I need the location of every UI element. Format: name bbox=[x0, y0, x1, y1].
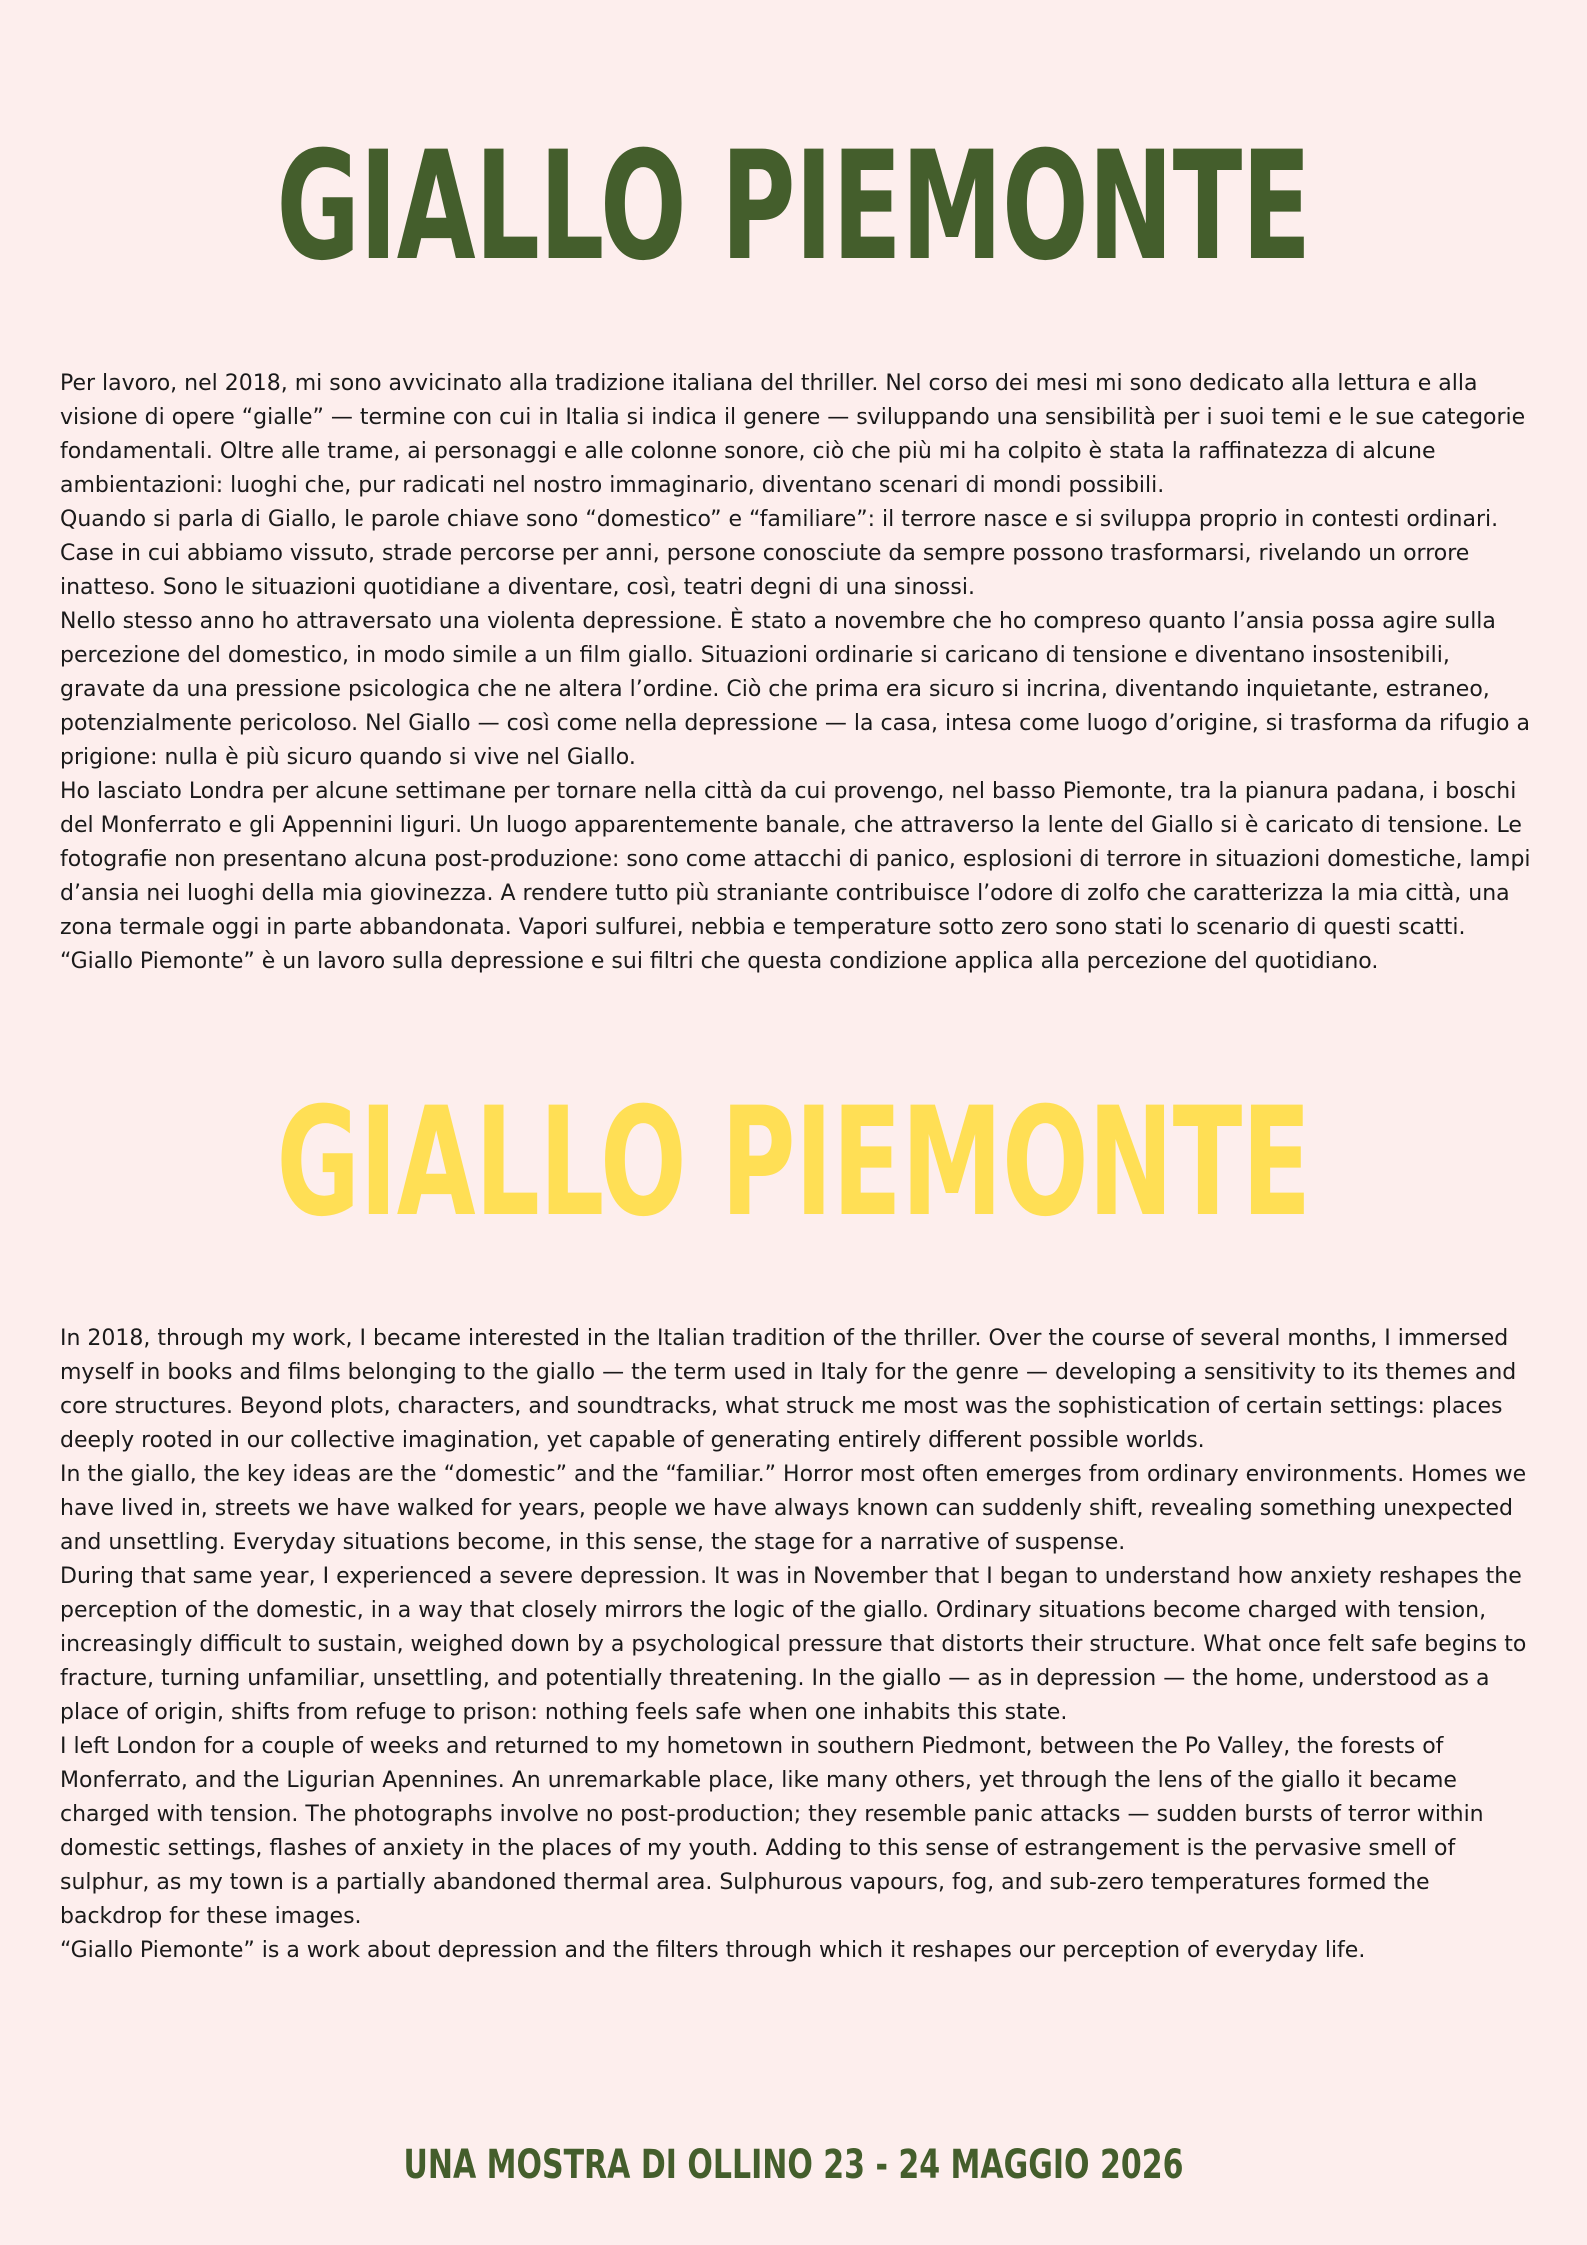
italian-paragraph: Quando si parla di Giallo, le parole chiave sono “domestico” e “familiare”: il terrore nasce e si sviluppa proprio in contesti ordinari. Case in cui abbiamo vissuto, strade percorse per anni, persone conosciute da sempre possono trasformarsi, rivelando un orrore inatteso. Sono le situazioni quotidiane a diventare, così, teatri degni di una sinossi. bbox=[60, 507, 1499, 600]
english-paragraph: I left London for a couple of weeks and returned to my hometown in southern Piedmont, between the Po Valley, the forests of Monferrato, and the Ligurian Apennines. An unremarkable place, like many others, yet through the lens of the giallo it became charged with tension. The photographs involve no post-production; they resemble panic attacks — sudden bursts of terror within domestic settings, flashes of anxiety in the places of my youth. Adding to this sense of estrangement is the pervasive smell of sulphur, as my town is a partially abandoned thermal area. Sulphurous vapours, fog, and sub-zero temperatures formed the backdrop for these images. bbox=[60, 1734, 1484, 1929]
english-paragraph: During that same year, I experienced a severe depression. It was in November that I began to understand how anxiety reshapes the perception of the domestic, in a way that closely mirrors the logic of the giallo. Ordinary situations become charged with tension, increasingly difficult to sustain, weighed down by a psychological pressure that distorts their structure. What once felt safe begins to fracture, turning unfamiliar, unsettling, and potentially threatening. In the giallo — as in depression — the home, understood as a place of origin, shifts from refuge to prison: nothing feels safe when one inhabits this state. bbox=[60, 1564, 1527, 1725]
italian-text bbox=[60, 367, 1535, 979]
english-title: GIALLO PIEMONTE bbox=[276, 1076, 1311, 1250]
italian-paragraph: “Giallo Piemonte” è un lavoro sulla depressione e sui filtri che questa condizione applica alla percezione del quotidiano. bbox=[60, 949, 1379, 974]
italian-paragraph: Nello stesso anno ho attraversato una violenta depressione. È stato a novembre che ho compreso quanto l’ansia possa agire sulla percezione del domestico, in modo simile a un film giallo. Situazioni ordinarie si caricano di tensione e diventano insostenibili, gravate da una pressione psicologica che ne altera l’ordine. Ciò che prima era sicuro si incrina, diventando inquietante, estraneo, potenzialmente pericoloso. Nel Giallo — così come nella depressione — la casa, intesa come luogo d’origine, si trasforma da rifugio a prigione: nulla è più sicuro quando si vive nel Giallo. bbox=[60, 609, 1530, 770]
italian-paragraph: Per lavoro, nel 2018, mi sono avvicinato alla tradizione italiana del thriller. Nel corso dei mesi mi sono dedicato alla lettura e alla visione di opere “gialle” — termine con cui in Italia si indica il genere — sviluppando una sensibilità per i suoi temi e le sue categorie fondamentali. Oltre alle trame, ai personaggi e alle colonne sonore, ciò che più mi ha colpito è stata la raffinatezza di alcune ambientazioni: luoghi che, pur radicati nel nostro immaginario, diventano scenari di mondi possibili. bbox=[60, 371, 1526, 498]
english-text bbox=[60, 1322, 1535, 1968]
italian-paragraph: Ho lasciato Londra per alcune settimane per tornare nella città da cui provengo, nel basso Piemonte, tra la pianura padana, i boschi del Monferrato e gli Appennini liguri. Un luogo apparentemente banale, che attraverso la lente del Giallo si è caricato di tensione. Le fotografie non presentano alcuna post-produzione: sono come attacchi di panico, esplosioni di terrore in situazioni domestiche, lampi d’ansia nei luoghi della mia giovinezza. A rendere tutto più straniante contribuisce l’odore di zolfo che caratterizza la mia città, una zona termale oggi in parte abbandonata. Vapori sulfurei, nebbia e temperature sotto zero sono stati lo scenario di questi scatti. bbox=[60, 779, 1531, 940]
english-paragraph: “Giallo Piemonte” is a work about depression and the filters through which it reshapes our perception of everyday life. bbox=[60, 1938, 1366, 1963]
exhibition-footer: UNA MOSTRA DI OLLINO 23 - 24 MAGGIO 2026 bbox=[403, 2142, 1184, 2188]
italian-title: GIALLO PIEMONTE bbox=[276, 120, 1311, 294]
english-paragraph: In 2018, through my work, I became interested in the Italian tradition of the thriller. Over the course of several months, I immersed myself in books and films belonging to the giallo — the term used in Italy for the genre — developing a sensitivity to its themes and core structures. Beyond plots, characters, and soundtracks, what struck me most was the sophistication of certain settings: places deeply rooted in our collective imagination, yet capable of generating entirely different possible worlds. bbox=[60, 1326, 1517, 1453]
english-paragraph: In the giallo, the key ideas are the “domestic” and the “familiar.” Horror most often emerges from ordinary environments. Homes we have lived in, streets we have walked for years, people we have always known can suddenly shift, revealing something unexpected and unsettling. Everyday situations become, in this sense, the stage for a narrative of suspense. bbox=[60, 1462, 1527, 1555]
